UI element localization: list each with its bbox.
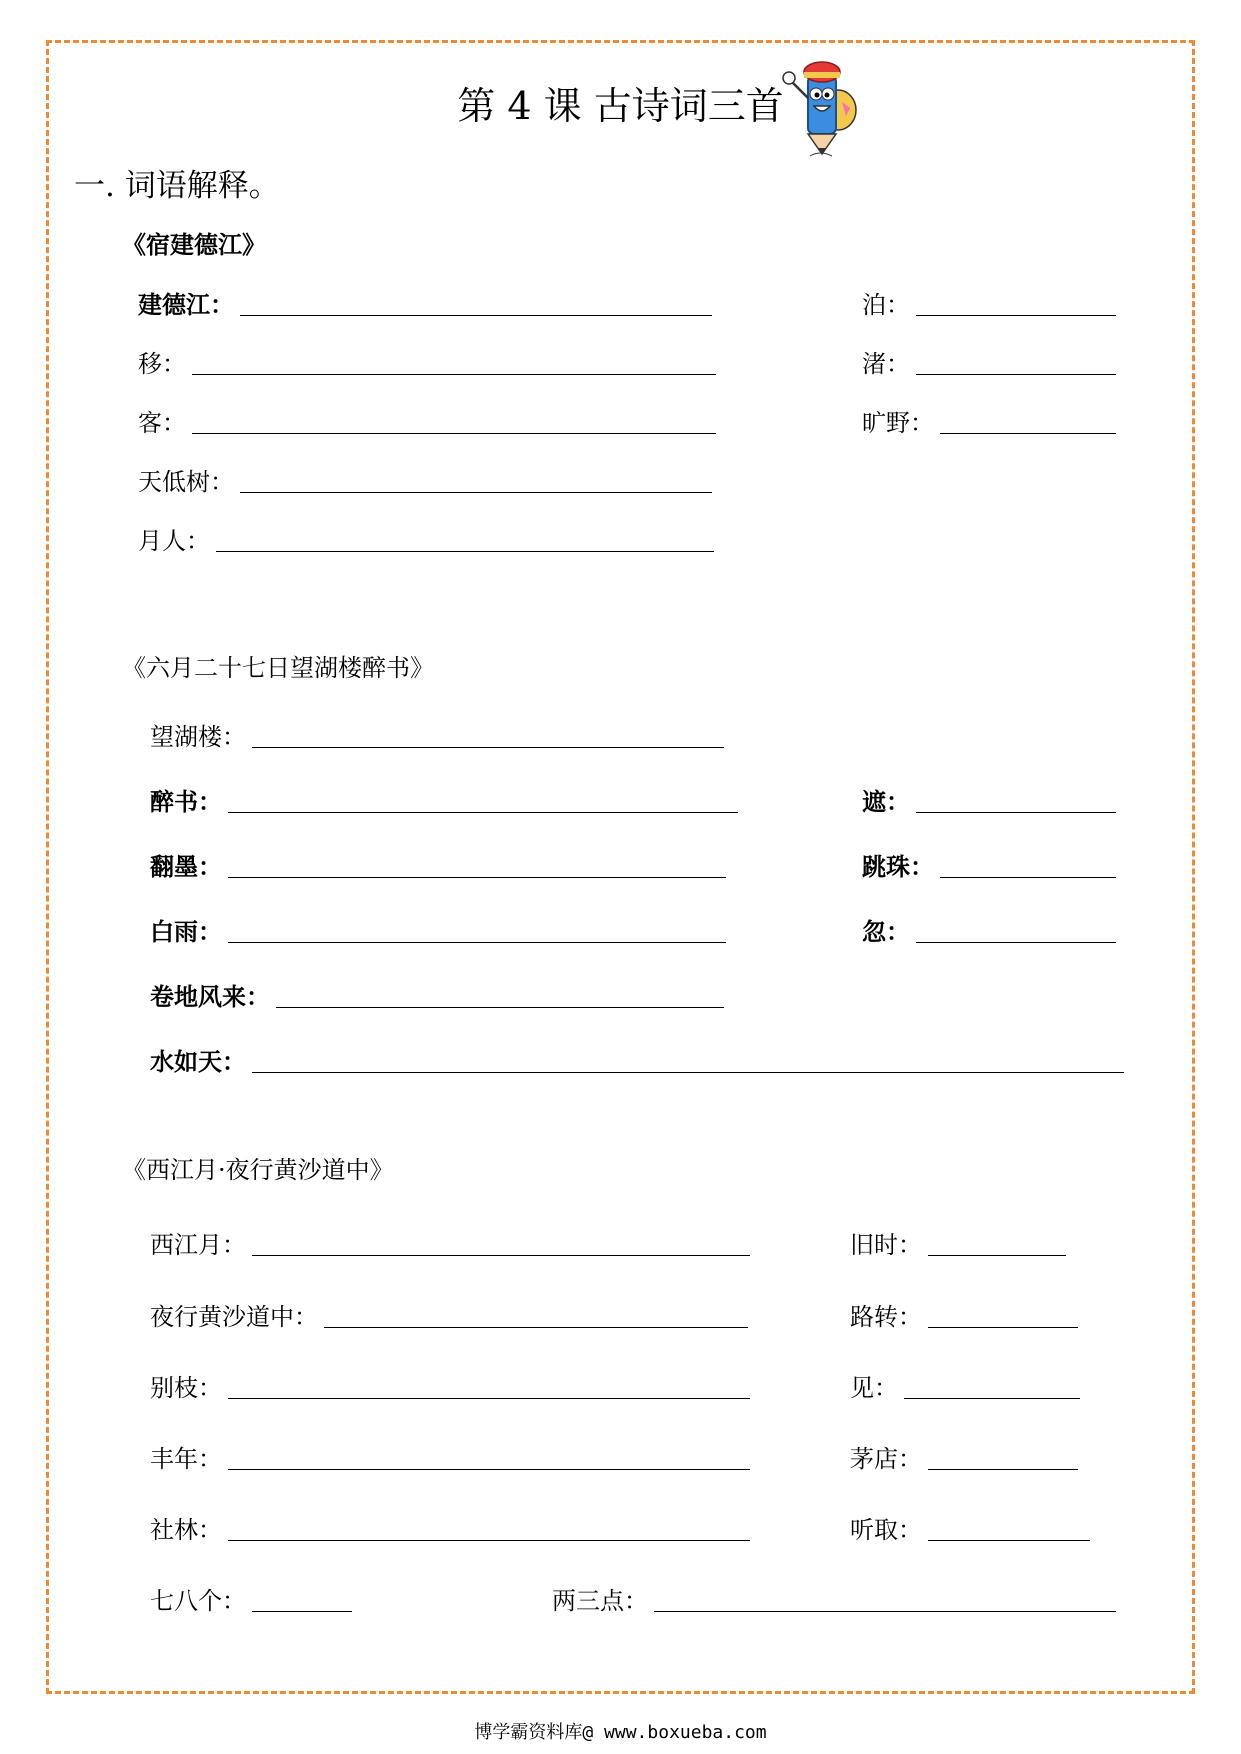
term-label: 旷野： [862, 409, 934, 437]
term-label: 醉书： [150, 787, 222, 816]
answer-blank[interactable] [940, 876, 1116, 878]
answer-blank[interactable] [228, 876, 726, 878]
term-label: 翻墨： [150, 852, 222, 881]
term-row [138, 520, 714, 556]
term-label: 月人： [138, 527, 210, 555]
answer-blank[interactable] [916, 941, 1116, 943]
term-row [862, 402, 1116, 438]
term-label: 移： [138, 350, 186, 378]
answer-blank[interactable] [228, 1468, 750, 1470]
term-label: 白雨： [150, 917, 222, 946]
term-row [862, 911, 1116, 947]
term-label: 泊： [862, 291, 910, 319]
term-row [150, 716, 724, 752]
answer-blank[interactable] [904, 1397, 1080, 1399]
answer-blank[interactable] [228, 941, 726, 943]
term-label: 遮： [862, 787, 910, 816]
term-label: 天低树： [138, 468, 234, 496]
term-label: 旧时： [850, 1231, 922, 1259]
term-row [862, 781, 1116, 817]
term-row [850, 1438, 1078, 1474]
answer-blank[interactable] [940, 432, 1116, 434]
answer-blank[interactable] [252, 1071, 1124, 1073]
section-title: 一. 词语解释。 [74, 168, 280, 204]
answer-blank[interactable] [324, 1326, 748, 1328]
poem-title-3: 《西江月·夜行黄沙道中》 [122, 1156, 394, 1184]
term-label: 茅店： [850, 1445, 922, 1473]
term-row [138, 402, 716, 438]
term-row [138, 343, 716, 379]
answer-blank[interactable] [928, 1326, 1078, 1328]
term-row [850, 1509, 1090, 1545]
term-label: 卷地风来： [150, 982, 270, 1011]
answer-blank[interactable] [916, 373, 1116, 375]
term-label: 别枝： [150, 1374, 222, 1402]
term-row [862, 284, 1116, 320]
term-row [150, 1509, 750, 1545]
term-row [150, 1438, 750, 1474]
term-label: 路转： [850, 1303, 922, 1331]
term-label: 望湖楼： [150, 723, 246, 751]
answer-blank[interactable] [252, 1254, 750, 1256]
term-label: 见： [850, 1374, 898, 1402]
term-row [138, 461, 712, 497]
term-row [850, 1296, 1078, 1332]
term-label: 跳珠： [862, 852, 934, 881]
term-row [850, 1224, 1066, 1260]
term-row [150, 976, 724, 1012]
term-row [138, 284, 712, 320]
term-row [150, 846, 726, 882]
term-label: 社林： [150, 1516, 222, 1544]
answer-blank[interactable] [228, 811, 738, 813]
answer-blank[interactable] [228, 1397, 750, 1399]
poem-title-2: 《六月二十七日望湖楼醉书》 [122, 654, 434, 682]
term-label: 渚： [862, 350, 910, 378]
answer-blank[interactable] [228, 1539, 750, 1541]
answer-blank[interactable] [252, 1610, 352, 1612]
term-label: 丰年： [150, 1445, 222, 1473]
answer-blank[interactable] [916, 811, 1116, 813]
answer-blank[interactable] [192, 373, 716, 375]
answer-blank[interactable] [928, 1468, 1078, 1470]
term-label: 客： [138, 409, 186, 437]
term-row [150, 1224, 750, 1260]
answer-blank[interactable] [192, 432, 716, 434]
answer-blank[interactable] [252, 746, 724, 748]
answer-blank[interactable] [928, 1539, 1090, 1541]
term-label: 忽： [862, 917, 910, 946]
term-label: 建德江： [138, 290, 234, 319]
term-row [150, 1580, 352, 1616]
answer-blank[interactable] [216, 550, 714, 552]
term-label: 听取： [850, 1516, 922, 1544]
term-row [862, 343, 1116, 379]
answer-blank[interactable] [240, 314, 712, 316]
poem-title-1: 《宿建德江》 [122, 230, 266, 259]
term-row [150, 781, 738, 817]
answer-blank[interactable] [276, 1006, 724, 1008]
term-row [150, 911, 726, 947]
pencil-mascot-icon [780, 58, 870, 158]
term-row [552, 1580, 1116, 1616]
footer-url[interactable]: @ www.boxueba.com [582, 1722, 767, 1743]
term-label: 两三点： [552, 1587, 648, 1615]
footer-site-name: 博学霸资料库 [474, 1722, 583, 1743]
page-title: 第 4 课 古诗词三首 [457, 84, 784, 128]
answer-blank[interactable] [928, 1254, 1066, 1256]
term-label: 七八个： [150, 1587, 246, 1615]
term-row [150, 1296, 748, 1332]
answer-blank[interactable] [916, 314, 1116, 316]
answer-blank[interactable] [654, 1610, 1116, 1612]
term-label: 水如天： [150, 1047, 246, 1076]
term-row [862, 846, 1116, 882]
term-label: 西江月： [150, 1231, 246, 1259]
term-label: 夜行黄沙道中： [150, 1303, 318, 1331]
term-row [150, 1041, 1124, 1077]
term-row [850, 1367, 1080, 1403]
answer-blank[interactable] [240, 491, 712, 493]
footer-watermark [0, 1722, 1241, 1744]
term-row [150, 1367, 750, 1403]
